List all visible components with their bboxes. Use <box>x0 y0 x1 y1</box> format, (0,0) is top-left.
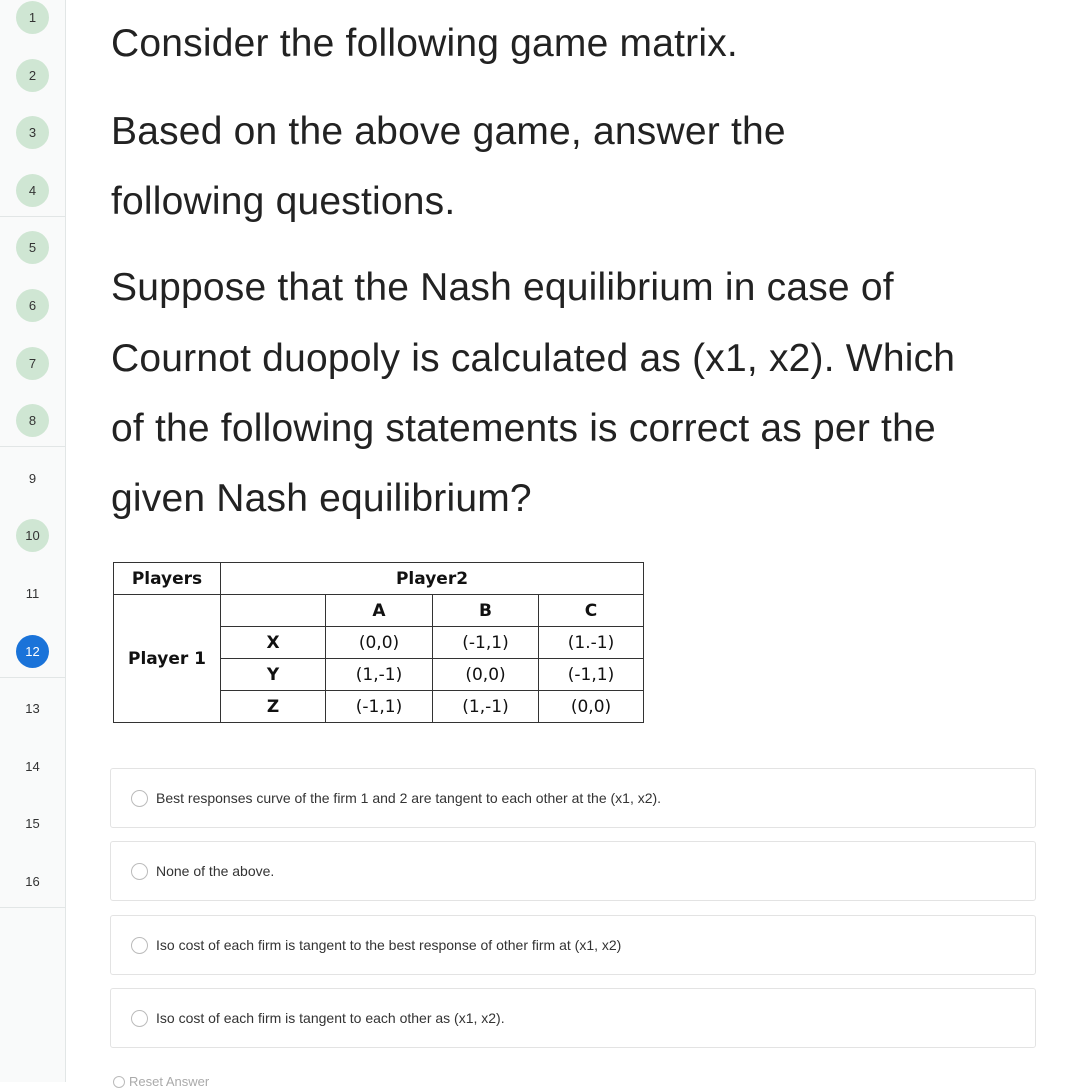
column-header: C <box>539 595 644 627</box>
game-matrix-table <box>113 562 644 723</box>
question-navigator <box>0 0 66 1082</box>
players-header: Players <box>114 563 221 595</box>
question-nav-item-12[interactable]: 12 <box>16 635 49 668</box>
question-nav-item-14[interactable]: 14 <box>25 758 40 774</box>
column-header: A <box>326 595 433 627</box>
question-line: Cournot duopoly is calculated as (x1, x2). Which <box>111 337 956 380</box>
question-nav-item-11[interactable]: 11 <box>25 586 40 601</box>
radio-button[interactable] <box>131 937 148 954</box>
question-line: Based on the above game, answer the <box>111 110 786 153</box>
column-header: B <box>433 595 539 627</box>
nav-divider <box>0 677 65 678</box>
question-nav-item-5[interactable]: 5 <box>16 231 49 264</box>
answer-option[interactable]: Best responses curve of the firm 1 and 2 are tangent to each other at the (x1, x2). <box>110 768 1036 828</box>
table-row: X (0,0) (-1,1) (1.-1) <box>114 627 644 659</box>
reset-answer-button[interactable]: Reset Answer <box>113 1074 209 1089</box>
question-line: of the following statements is correct as per the <box>111 407 936 450</box>
question-nav-item-16[interactable]: 16 <box>25 874 40 889</box>
question-nav-item-13[interactable]: 13 <box>25 701 40 717</box>
answer-option[interactable]: Iso cost of each firm is tangent to each other as (x1, x2). <box>110 988 1036 1048</box>
answer-option[interactable]: None of the above. <box>110 841 1036 901</box>
player2-header: Player2 <box>221 563 644 595</box>
question-nav-item-3[interactable]: 3 <box>16 116 49 149</box>
question-nav-item-7[interactable]: 7 <box>16 347 49 380</box>
table-row: Z (-1,1) (1,-1) (0,0) <box>114 691 644 723</box>
nav-divider <box>0 907 65 908</box>
answer-option[interactable]: Iso cost of each firm is tangent to the best response of other firm at (x1, x2) <box>110 915 1036 975</box>
question-nav-item-8[interactable]: 8 <box>16 404 49 437</box>
question-nav-item-1[interactable]: 1 <box>16 1 49 34</box>
question-line: Suppose that the Nash equilibrium in case of <box>111 266 894 309</box>
radio-button[interactable] <box>131 1010 148 1027</box>
radio-button[interactable] <box>131 790 148 807</box>
nav-divider <box>0 446 65 447</box>
question-nav-item-9[interactable]: 9 <box>28 470 37 486</box>
table-row: Y (1,-1) (0,0) (-1,1) <box>114 659 644 691</box>
question-nav-item-2[interactable]: 2 <box>16 59 49 92</box>
question-nav-item-10[interactable]: 10 <box>16 519 49 552</box>
player1-header: Player 1 <box>114 595 221 723</box>
question-line: following questions. <box>111 180 456 223</box>
question-line: given Nash equilibrium? <box>111 477 532 520</box>
radio-button[interactable] <box>131 863 148 880</box>
nav-divider <box>0 216 65 217</box>
question-nav-item-6[interactable]: 6 <box>16 289 49 322</box>
question-nav-item-15[interactable]: 15 <box>25 816 40 832</box>
question-nav-item-4[interactable]: 4 <box>16 174 49 207</box>
question-line: Consider the following game matrix. <box>111 22 738 65</box>
